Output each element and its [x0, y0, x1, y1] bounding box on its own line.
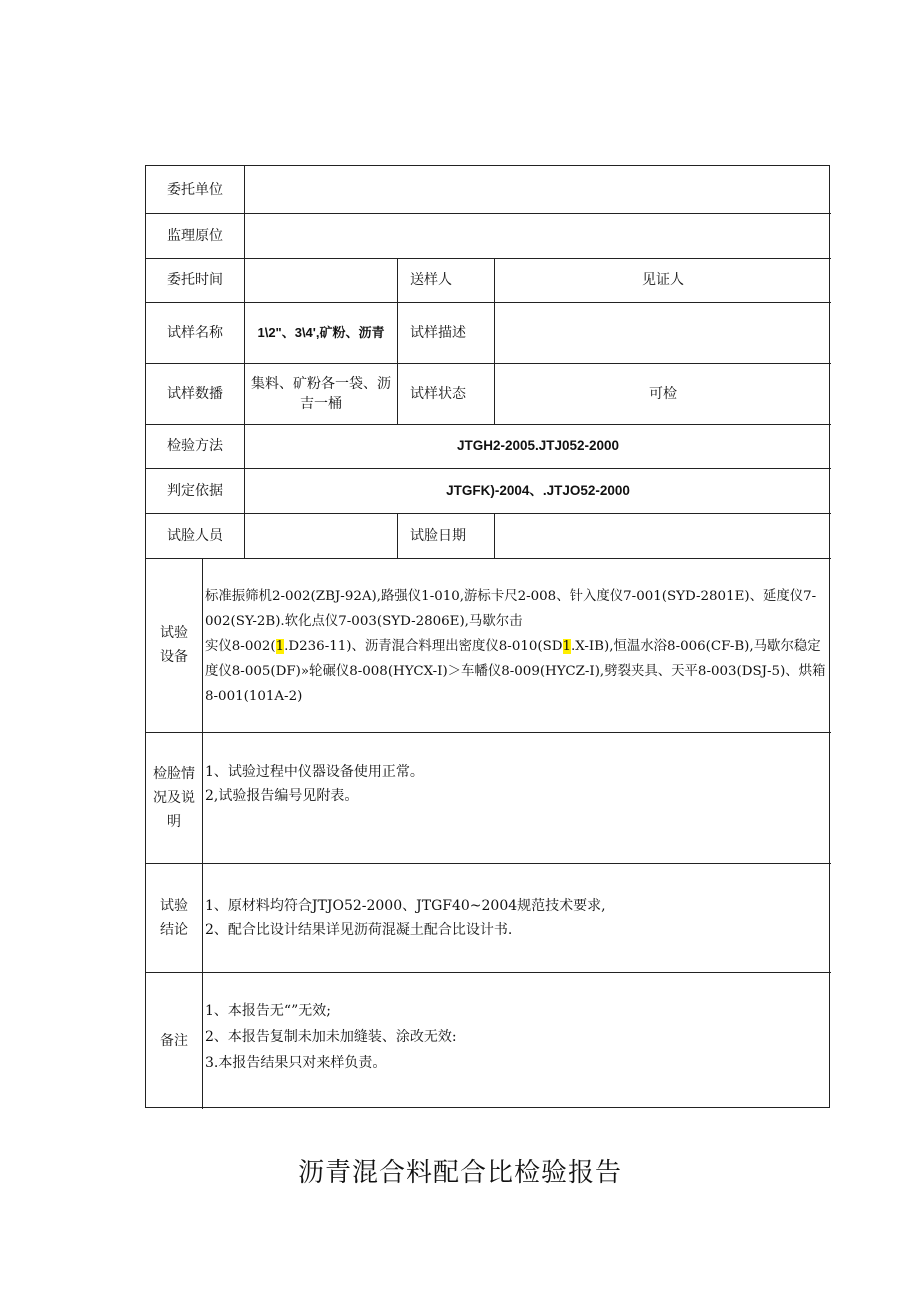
- sample-desc-value: [495, 302, 831, 363]
- test-date-value: [495, 513, 831, 558]
- conclusion-text: [203, 894, 823, 942]
- highlight-mark: 1: [562, 639, 572, 654]
- inspection-label: 检脸情况及说明: [153, 765, 195, 830]
- tester-label: 试脸人员: [167, 527, 223, 544]
- test-date-label: 试脸日期: [410, 527, 466, 544]
- highlight-mark: 1: [275, 639, 285, 654]
- sample-qty-value: 集料、矿粉各一袋、沥吉一桶: [251, 375, 391, 412]
- equipment-line-2a: 实仪8-002(: [205, 639, 276, 654]
- row-divider: [146, 558, 831, 559]
- report-title: 沥青混合料配合比检验报告: [297, 1158, 622, 1188]
- entrust-time-label: 委托时间: [167, 272, 223, 288]
- equipment-line-2c: .X-IB),恒温水浴8-006(CF-B),马歇尔稳定度仪8-005(DF)»轮碾仪8-008(HYCX-I)＞车幡仪8-009(HYCZ-I),劈裂夹具、天平8-003(DSJ-5)、烘箱8-001(101A-2): [205, 639, 826, 704]
- remarks-item: 3.本报告结果只对来样负责。: [205, 1055, 387, 1071]
- conclusion-item: 1、原材料均符合JTJO52-2000、JTGF40~2004规范技术要求,: [205, 898, 606, 914]
- sample-qty-label: 试样数播: [167, 385, 223, 402]
- sample-name-label: 试样名称: [167, 324, 223, 341]
- equipment-label: 试验设备: [160, 625, 188, 665]
- supervision-label: 监理原位: [167, 227, 223, 244]
- tester-value: [245, 513, 397, 558]
- inspection-item: 1、试验过程中仪器设备使用正常。: [205, 764, 424, 780]
- sample-state-value: 可检: [649, 385, 677, 402]
- remarks-item: 2、本报告复制未加未加缝装、涂改无效:: [205, 1029, 457, 1045]
- row-divider: [146, 863, 831, 864]
- basis-label: 判定依据: [167, 482, 223, 499]
- sample-desc-label: 试样描述: [410, 324, 466, 341]
- remarks-item: 1、本报告无“”无效;: [205, 1003, 331, 1019]
- supervision-value: [245, 213, 831, 258]
- method-label: 检验方法: [167, 438, 223, 454]
- remarks-text: [203, 998, 823, 1076]
- row-divider: [146, 972, 831, 973]
- basis-value: JTGFK)-2004、.JTJO52-2000: [446, 482, 630, 498]
- witness-label: 见证人: [642, 272, 684, 288]
- entrust-unit-label: 委托单位: [167, 181, 223, 198]
- inspection-text: [203, 760, 823, 808]
- sample-state-label: 试样状态: [410, 385, 466, 402]
- equipment-line-1: 标准振筛机2-002(ZBJ-92A),路强仪1-010,游标卡尺2-008、针入度仪7-001(SYD-2801E)、延度仪7-002(SY-2B).软化点仪7-003(SYD-2806E),马歇尔击: [205, 589, 817, 629]
- entrust-unit-value: [245, 166, 831, 213]
- entrust-time-value: [245, 258, 397, 302]
- row-divider: [146, 732, 831, 733]
- method-value: JTGH2-2005.JTJ052-2000: [456, 438, 620, 453]
- equipment-text: [203, 584, 831, 709]
- remarks-label: 备注: [160, 1032, 188, 1049]
- sender-label: 送样人: [410, 272, 452, 288]
- report-form-table: [145, 165, 830, 1108]
- equipment-line-2b: .D236-11)、沥青混合料理出密度仪8-010(SD: [284, 639, 563, 654]
- conclusion-label: 试验结论: [160, 897, 188, 938]
- conclusion-item: 2、配合比设计结果详见沥荷混凝土配合比设计书.: [205, 922, 513, 938]
- inspection-item: 2,试验报告编号见附表。: [205, 788, 359, 804]
- sample-name-value: 1\2"、3\4',矿粉、沥青: [257, 324, 385, 340]
